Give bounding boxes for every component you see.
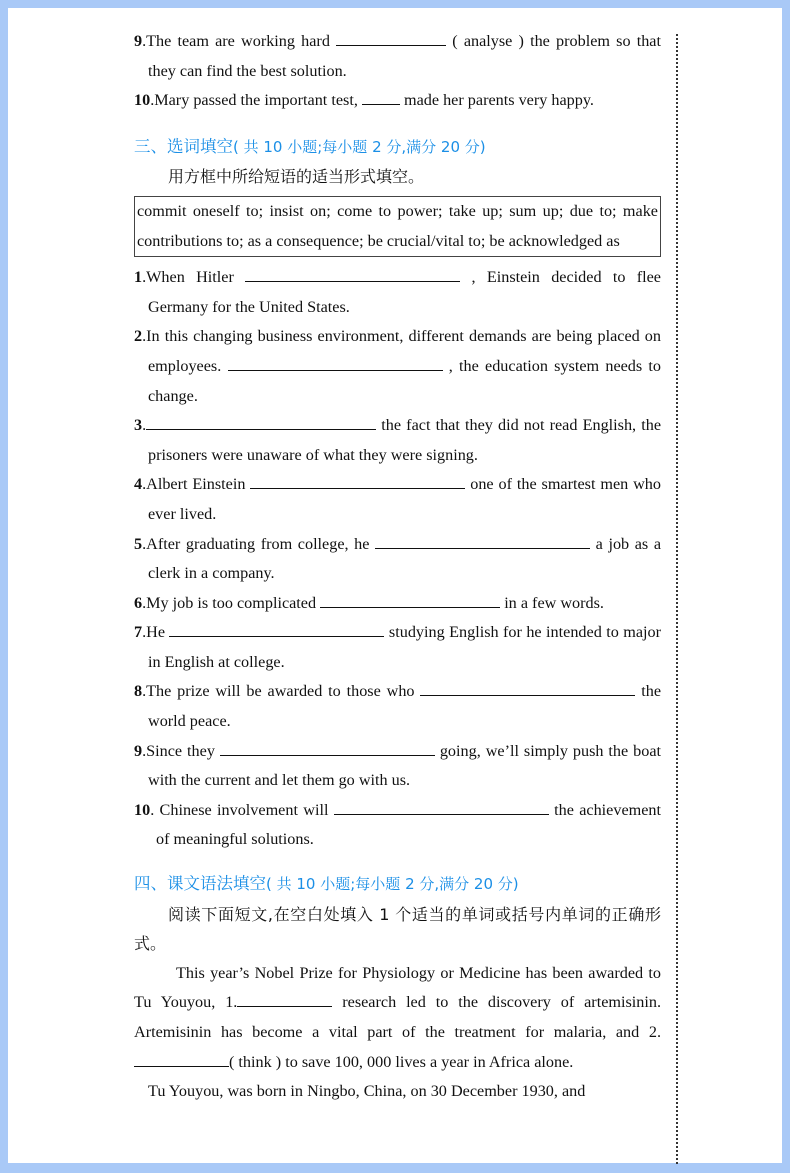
question-number: 5 (134, 534, 143, 553)
question-text: My job is too complicated (146, 593, 317, 612)
question-item: 8.The prize will be awarded to those who the world peace. (134, 682, 662, 731)
answer-blank[interactable] (250, 474, 465, 489)
section-score-note: ( 共 10 小题;每小题 2 分,满分 20 分) (233, 137, 486, 156)
question-number: 9 (134, 32, 143, 50)
question-number: 1 (134, 268, 143, 287)
question-text: He (146, 623, 166, 642)
question-number: 10 (134, 800, 151, 819)
answer-blank[interactable] (245, 267, 460, 282)
cut-line-divider (676, 34, 678, 1164)
passage-text: research led to the discovery of artemisinin. Artemisinin has become a vital part of the treatment for malaria, and 2. (134, 993, 661, 1041)
question-text: , the education system needs to change. (148, 356, 662, 405)
question-number: 6 (134, 593, 143, 612)
passage-paragraph (134, 959, 661, 1077)
question-text: ( analyse ) the problem so that they can find the best solution. (148, 32, 661, 80)
question-text: going, we’ll simply push the boat with the current and let them go with us. (148, 741, 662, 790)
section-instruction: 阅读下面短文,在空白处填入 1 个适当的单词或括号内单词的正确形式。 (134, 904, 661, 954)
question-text: Since they (146, 741, 215, 760)
question-number: 10 (134, 91, 151, 110)
answer-blank[interactable] (420, 681, 635, 696)
question-text: In this changing business environment, different demands are being placed on employees. (146, 327, 661, 375)
worksheet-content (134, 27, 661, 1107)
question-item (134, 796, 661, 855)
answer-blank[interactable] (228, 356, 443, 371)
question-text: The team are working hard (146, 32, 330, 50)
question-number: 8 (134, 682, 143, 701)
passage-text: This year’s Nobel Prize for Physiology or Medicine has been awarded to Tu Youyou, 1. (134, 963, 661, 1012)
question-text: the fact that they did not read English, the prisoners were unaware of what they were signing. (148, 416, 662, 464)
question-item: 1.When Hitler , Einstein decided to flee Germany for the United States. (134, 268, 661, 316)
passage-paragraph: Tu Youyou, was born in Ningbo, China, on 30 December 1930, and (148, 1082, 586, 1101)
question-item: 4.Albert Einstein one of the smartest men who ever lived. (134, 475, 661, 523)
question-number: 7 (134, 623, 143, 642)
section-instruction: 用方框中所给短语的适当形式填空。 (168, 167, 425, 187)
question-text: the achievement of meaningful solutions. (156, 800, 661, 849)
question-item: 3. the fact that they did not read English, the prisoners were unaware of what they were signing. (134, 416, 662, 464)
question-item: 9.The team are working hard ( analyse ) the problem so that they can find the best solution. (134, 32, 661, 80)
answer-blank[interactable] (375, 534, 590, 549)
question-number: 3 (134, 416, 143, 435)
worksheet-page (8, 8, 782, 1163)
answer-blank[interactable] (220, 741, 435, 756)
question-text: , Einstein decided to flee Germany for the United States. (148, 268, 661, 316)
section-title: 四、课文语法填空 (134, 874, 266, 894)
question-text: studying English for he intended to major in English at college. (148, 623, 662, 671)
answer-blank[interactable] (334, 800, 549, 815)
answer-blank-1[interactable] (237, 992, 332, 1007)
question-item: 7.He studying English for he intended to major in English at college. (134, 623, 662, 671)
passage-text: ( think ) to save 100, 000 lives a year in Africa alone. (229, 1052, 574, 1071)
question-text: The prize will be awarded to those who (146, 682, 415, 701)
question-number: 9 (134, 741, 143, 760)
answer-blank[interactable] (320, 593, 500, 608)
answer-blank[interactable] (169, 622, 384, 637)
question-item: 6.My job is too complicated in a few words. (134, 593, 604, 612)
question-text: . Chinese involvement will (150, 800, 329, 819)
question-text: a job as a clerk in a company. (148, 534, 662, 583)
question-text: in a few words. (504, 593, 604, 612)
answer-blank[interactable] (362, 90, 400, 105)
question-text: When Hitler (146, 268, 234, 287)
question-text: one of the smartest men who ever lived. (148, 475, 661, 523)
section-score-note: ( 共 10 小题;每小题 2 分,满分 20 分) (266, 875, 519, 894)
question-item: 2.In this changing business environment, different demands are being placed on employees. , the education system needs to change. (134, 327, 662, 405)
answer-blank[interactable] (146, 415, 376, 430)
question-text: Albert Einstein (146, 475, 246, 494)
question-item: 5.After graduating from college, he a job as a clerk in a company. (134, 534, 662, 583)
question-text: the world peace. (148, 682, 662, 731)
question-number: 4 (134, 475, 143, 494)
section-heading (134, 132, 661, 163)
word-bank-box: commit oneself to; insist on; come to power; take up; sum up; due to; make contributions to; as a consequence; be crucial/vital to; be acknowledged as (134, 196, 661, 257)
answer-blank-2[interactable] (134, 1052, 229, 1067)
question-text: After graduating from college, he (146, 534, 370, 553)
answer-blank[interactable] (336, 31, 446, 46)
question-text: Mary passed the important test, (154, 91, 358, 110)
section-heading (134, 869, 661, 900)
question-item: 10.Mary passed the important test, made her parents very happy. (134, 91, 594, 110)
question-text: made her parents very happy. (403, 91, 594, 110)
section-title: 三、选词填空 (134, 136, 233, 156)
question-number: 2 (134, 327, 143, 346)
question-item: 9.Since they going, we’ll simply push the boat with the current and let them go with us. (134, 741, 662, 790)
